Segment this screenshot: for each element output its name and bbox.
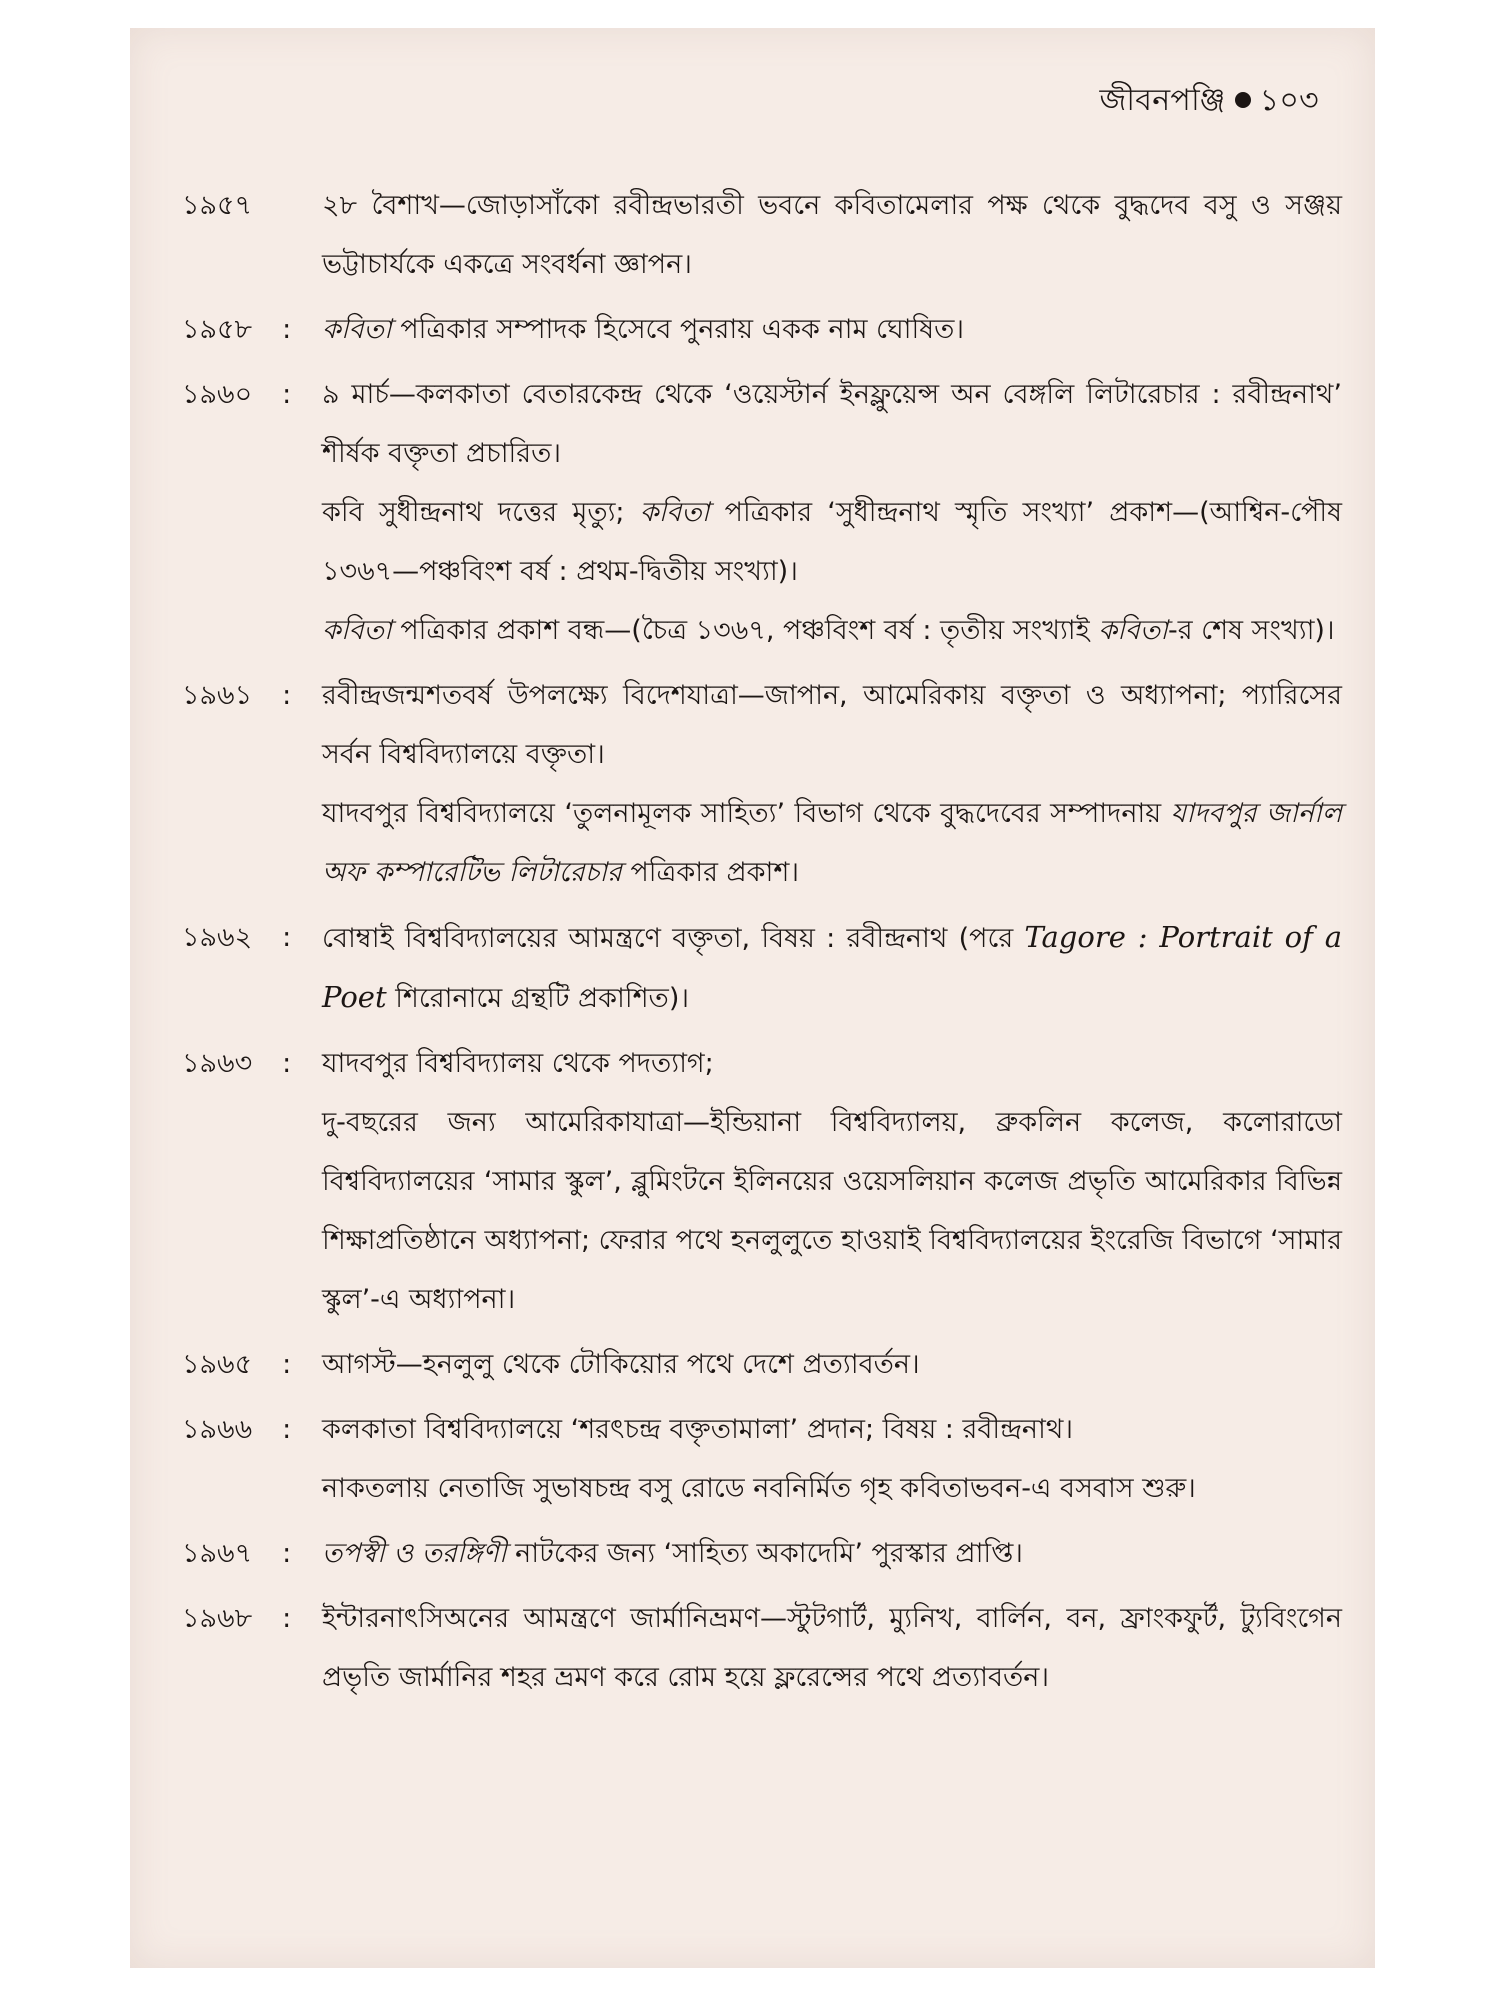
entry-year bbox=[182, 300, 322, 359]
entry-text: যাদবপুর বিশ্ববিদ্যালয় থেকে পদত্যাগ; bbox=[322, 1048, 714, 1079]
entry-body bbox=[322, 1400, 1342, 1518]
entry-year bbox=[182, 908, 322, 967]
title-text: যাদবপুর জার্নাল অফ কম্পারেটিভ লিটারেচার bbox=[322, 798, 1342, 888]
entry-paragraph bbox=[322, 1589, 1342, 1707]
year-separator: : bbox=[282, 379, 292, 410]
chronology-entry bbox=[182, 176, 1342, 294]
entry-year bbox=[182, 1400, 322, 1459]
entry-text: আগস্ট—হনলুলু থেকে টোকিয়োর পথে দেশে প্রত্যাবর্তন। bbox=[322, 1349, 920, 1380]
entry-text: -র শেষ সংখ্যা)। bbox=[1167, 615, 1335, 646]
chronology-entry bbox=[182, 908, 1342, 1028]
entry-year-text: ১৯৬৫ bbox=[182, 1349, 253, 1380]
entry-paragraph bbox=[322, 1093, 1342, 1329]
entry-year-text: ১৯৬৬ bbox=[182, 1414, 253, 1445]
chronology-entry bbox=[182, 1400, 1342, 1518]
entry-text: বোম্বাই বিশ্ববিদ্যালয়ের আমন্ত্রণে বক্তৃতা, বিষয় : রবীন্দ্রনাথ (পরে bbox=[322, 923, 1025, 954]
entry-year bbox=[182, 1335, 322, 1394]
entry-paragraph bbox=[322, 1459, 1342, 1518]
entry-year bbox=[182, 666, 322, 725]
entry-body bbox=[322, 1524, 1342, 1583]
title-text: কবিতা bbox=[322, 615, 392, 646]
entry-year-text: ১৯৫৮ bbox=[182, 314, 253, 345]
year-separator: : bbox=[282, 1414, 292, 1445]
entry-paragraph bbox=[322, 601, 1342, 660]
chronology-entry bbox=[182, 1524, 1342, 1583]
entry-text: নাকতলায় নেতাজি সুভাষচন্দ্র বসু রোডে নবনির্মিত গৃহ কবিতাভবন-এ বসবাস শুরু। bbox=[322, 1473, 1196, 1504]
entry-year-text: ১৯৬৩ bbox=[182, 1048, 253, 1079]
entry-body bbox=[322, 908, 1342, 1028]
entry-paragraph bbox=[322, 784, 1342, 902]
chronology-entry bbox=[182, 1589, 1342, 1707]
title-text: Tagore : Portrait of a Poet bbox=[322, 920, 1343, 1014]
entry-text: রবীন্দ্রজন্মশতবর্ষ উপলক্ষ্যে বিদেশযাত্রা—জাপান, আমেরিকায় বক্তৃতা ও অধ্যাপনা; প্যারিসের সর্বন বিশ্ববিদ্যালয়ে বক্তৃতা। bbox=[322, 680, 1342, 770]
year-separator: : bbox=[282, 1538, 292, 1569]
chronology-entry bbox=[182, 365, 1342, 660]
entry-year-text: ১৯৬০ bbox=[182, 379, 253, 410]
year-separator: : bbox=[282, 314, 292, 345]
entry-text: ইন্টারনাৎসিঅনের আমন্ত্রণে জার্মানিভ্রমণ—স্টুটগার্ট, ম্যুনিখ, বার্লিন, বন, ফ্রাংকফুর্ট, ট্যুবিংগেন প্রভৃতি জার্মানির শহর ভ্রমণ করে রোম হয়ে ফ্লরেন্সের পথে প্রত্যাবর্তন। bbox=[322, 1603, 1342, 1693]
entry-text: ২৮ বৈশাখ—জোড়াসাঁকো রবীন্দ্রভারতী ভবনে কবিতামেলার পক্ষ থেকে বুদ্ধদেব বসু ও সঞ্জয় ভট্টাচার্যকে একত্রে সংবর্ধনা জ্ঞাপন। bbox=[322, 190, 1342, 280]
entry-body bbox=[322, 365, 1342, 660]
book-page bbox=[130, 28, 1375, 1968]
entry-text: দু-বছরের জন্য আমেরিকাযাত্রা—ইন্ডিয়ানা বিশ্ববিদ্যালয়, ব্রুকলিন কলেজ, কলোরাডো বিশ্ববিদ্যালয়ের ‘সামার স্কুল’, ব্লুমিংটনে ইলিনয়ের ওয়েসলিয়ান কলেজ প্রভৃতি আমেরিকার বিভিন্ন শিক্ষাপ্রতিষ্ঠানে অধ্যাপনা; ফেরার পথে হনলুলুতে হাওয়াই বিশ্ববিদ্যালয়ের ইংরেজি বিভাগে ‘সামার স্কুল’-এ অধ্যাপনা। bbox=[322, 1107, 1342, 1315]
year-separator: : bbox=[282, 680, 292, 711]
title-text: তপস্বী ও তরঙ্গিণী bbox=[322, 1538, 507, 1569]
title-text: কবিতা bbox=[1098, 615, 1168, 646]
chronology-entry bbox=[182, 1034, 1342, 1329]
entry-paragraph bbox=[322, 666, 1342, 784]
entry-body bbox=[322, 1034, 1342, 1329]
entry-paragraph bbox=[322, 1524, 1342, 1583]
entry-paragraph bbox=[322, 300, 1342, 359]
entry-text: পত্রিকার প্রকাশ। bbox=[621, 857, 800, 888]
entry-paragraph bbox=[322, 483, 1342, 601]
page-number: ১০৩ bbox=[1259, 83, 1319, 118]
entry-paragraph bbox=[322, 1335, 1342, 1394]
running-header-title: জীবনপঞ্জি bbox=[1099, 83, 1226, 118]
bullet-icon bbox=[1235, 92, 1251, 108]
entry-body bbox=[322, 666, 1342, 902]
title-text: কবিতা bbox=[322, 314, 392, 345]
running-header bbox=[1100, 76, 1320, 127]
year-separator: : bbox=[282, 922, 292, 953]
chronology-entry bbox=[182, 1335, 1342, 1394]
entry-year-text: ১৯৬৮ bbox=[182, 1603, 253, 1634]
entry-text: কবি সুধীন্দ্রনাথ দত্তের মৃত্যু; bbox=[322, 497, 640, 528]
title-text: কবিতা bbox=[639, 497, 710, 528]
entry-year-text: ১৯৬২ bbox=[182, 922, 253, 953]
entry-body bbox=[322, 300, 1342, 359]
entry-paragraph bbox=[322, 908, 1342, 1028]
entry-year-text: ১৯৬৭ bbox=[182, 1538, 253, 1569]
chronology-list bbox=[182, 176, 1342, 1713]
year-separator: : bbox=[282, 1349, 292, 1380]
entry-year-text: ১৯৫৭ bbox=[182, 190, 253, 221]
entry-text: নাটকের জন্য ‘সাহিত্য অকাদেমি’ পুরস্কার প্রাপ্তি। bbox=[506, 1538, 1023, 1569]
entry-text: পত্রিকার সম্পাদক হিসেবে পুনরায় একক নাম ঘোষিত। bbox=[391, 314, 965, 345]
chronology-entry bbox=[182, 666, 1342, 902]
entry-body bbox=[322, 1589, 1342, 1707]
entry-body bbox=[322, 1335, 1342, 1394]
entry-paragraph bbox=[322, 1034, 1342, 1093]
entry-paragraph bbox=[322, 176, 1342, 294]
entry-body bbox=[322, 176, 1342, 294]
entry-text: যাদবপুর বিশ্ববিদ্যালয়ে ‘তুলনামূলক সাহিত্য’ বিভাগ থেকে বুদ্ধদেবের সম্পাদনায় bbox=[322, 798, 1171, 829]
year-separator: : bbox=[282, 1048, 292, 1079]
entry-text: ৯ মার্চ—কলকাতা বেতারকেন্দ্র থেকে ‘ওয়েস্টার্ন ইনফ্লুয়েন্স অন বেঙ্গলি লিটারেচার : রবীন্দ্রনাথ’ শীর্ষক বক্তৃতা প্রচারিত। bbox=[322, 379, 1342, 469]
entry-year bbox=[182, 1589, 322, 1648]
entry-year bbox=[182, 176, 322, 235]
entry-text: পত্রিকার ‘সুধীন্দ্রনাথ স্মৃতি সংখ্যা’ প্রকাশ—(আশ্বিন-পৌষ ১৩৬৭—পঞ্চবিংশ বর্ষ : প্রথম-দ্বিতীয় সংখ্যা)। bbox=[322, 497, 1342, 587]
entry-text: শিরোনামে গ্রন্থটি প্রকাশিত)। bbox=[386, 983, 690, 1014]
chronology-entry bbox=[182, 300, 1342, 359]
year-separator: : bbox=[282, 1603, 292, 1634]
entry-text: পত্রিকার প্রকাশ বন্ধ—(চৈত্র ১৩৬৭, পঞ্চবিংশ বর্ষ : তৃতীয় সংখ্যাই bbox=[391, 615, 1099, 646]
entry-paragraph bbox=[322, 365, 1342, 483]
entry-year bbox=[182, 1524, 322, 1583]
entry-text: কলকাতা বিশ্ববিদ্যালয়ে ‘শরৎচন্দ্র বক্তৃতামালা’ প্রদান; বিষয় : রবীন্দ্রনাথ। bbox=[322, 1414, 1074, 1445]
entry-year-text: ১৯৬১ bbox=[182, 680, 253, 711]
entry-paragraph bbox=[322, 1400, 1342, 1459]
entry-year bbox=[182, 365, 322, 424]
entry-year bbox=[182, 1034, 322, 1093]
